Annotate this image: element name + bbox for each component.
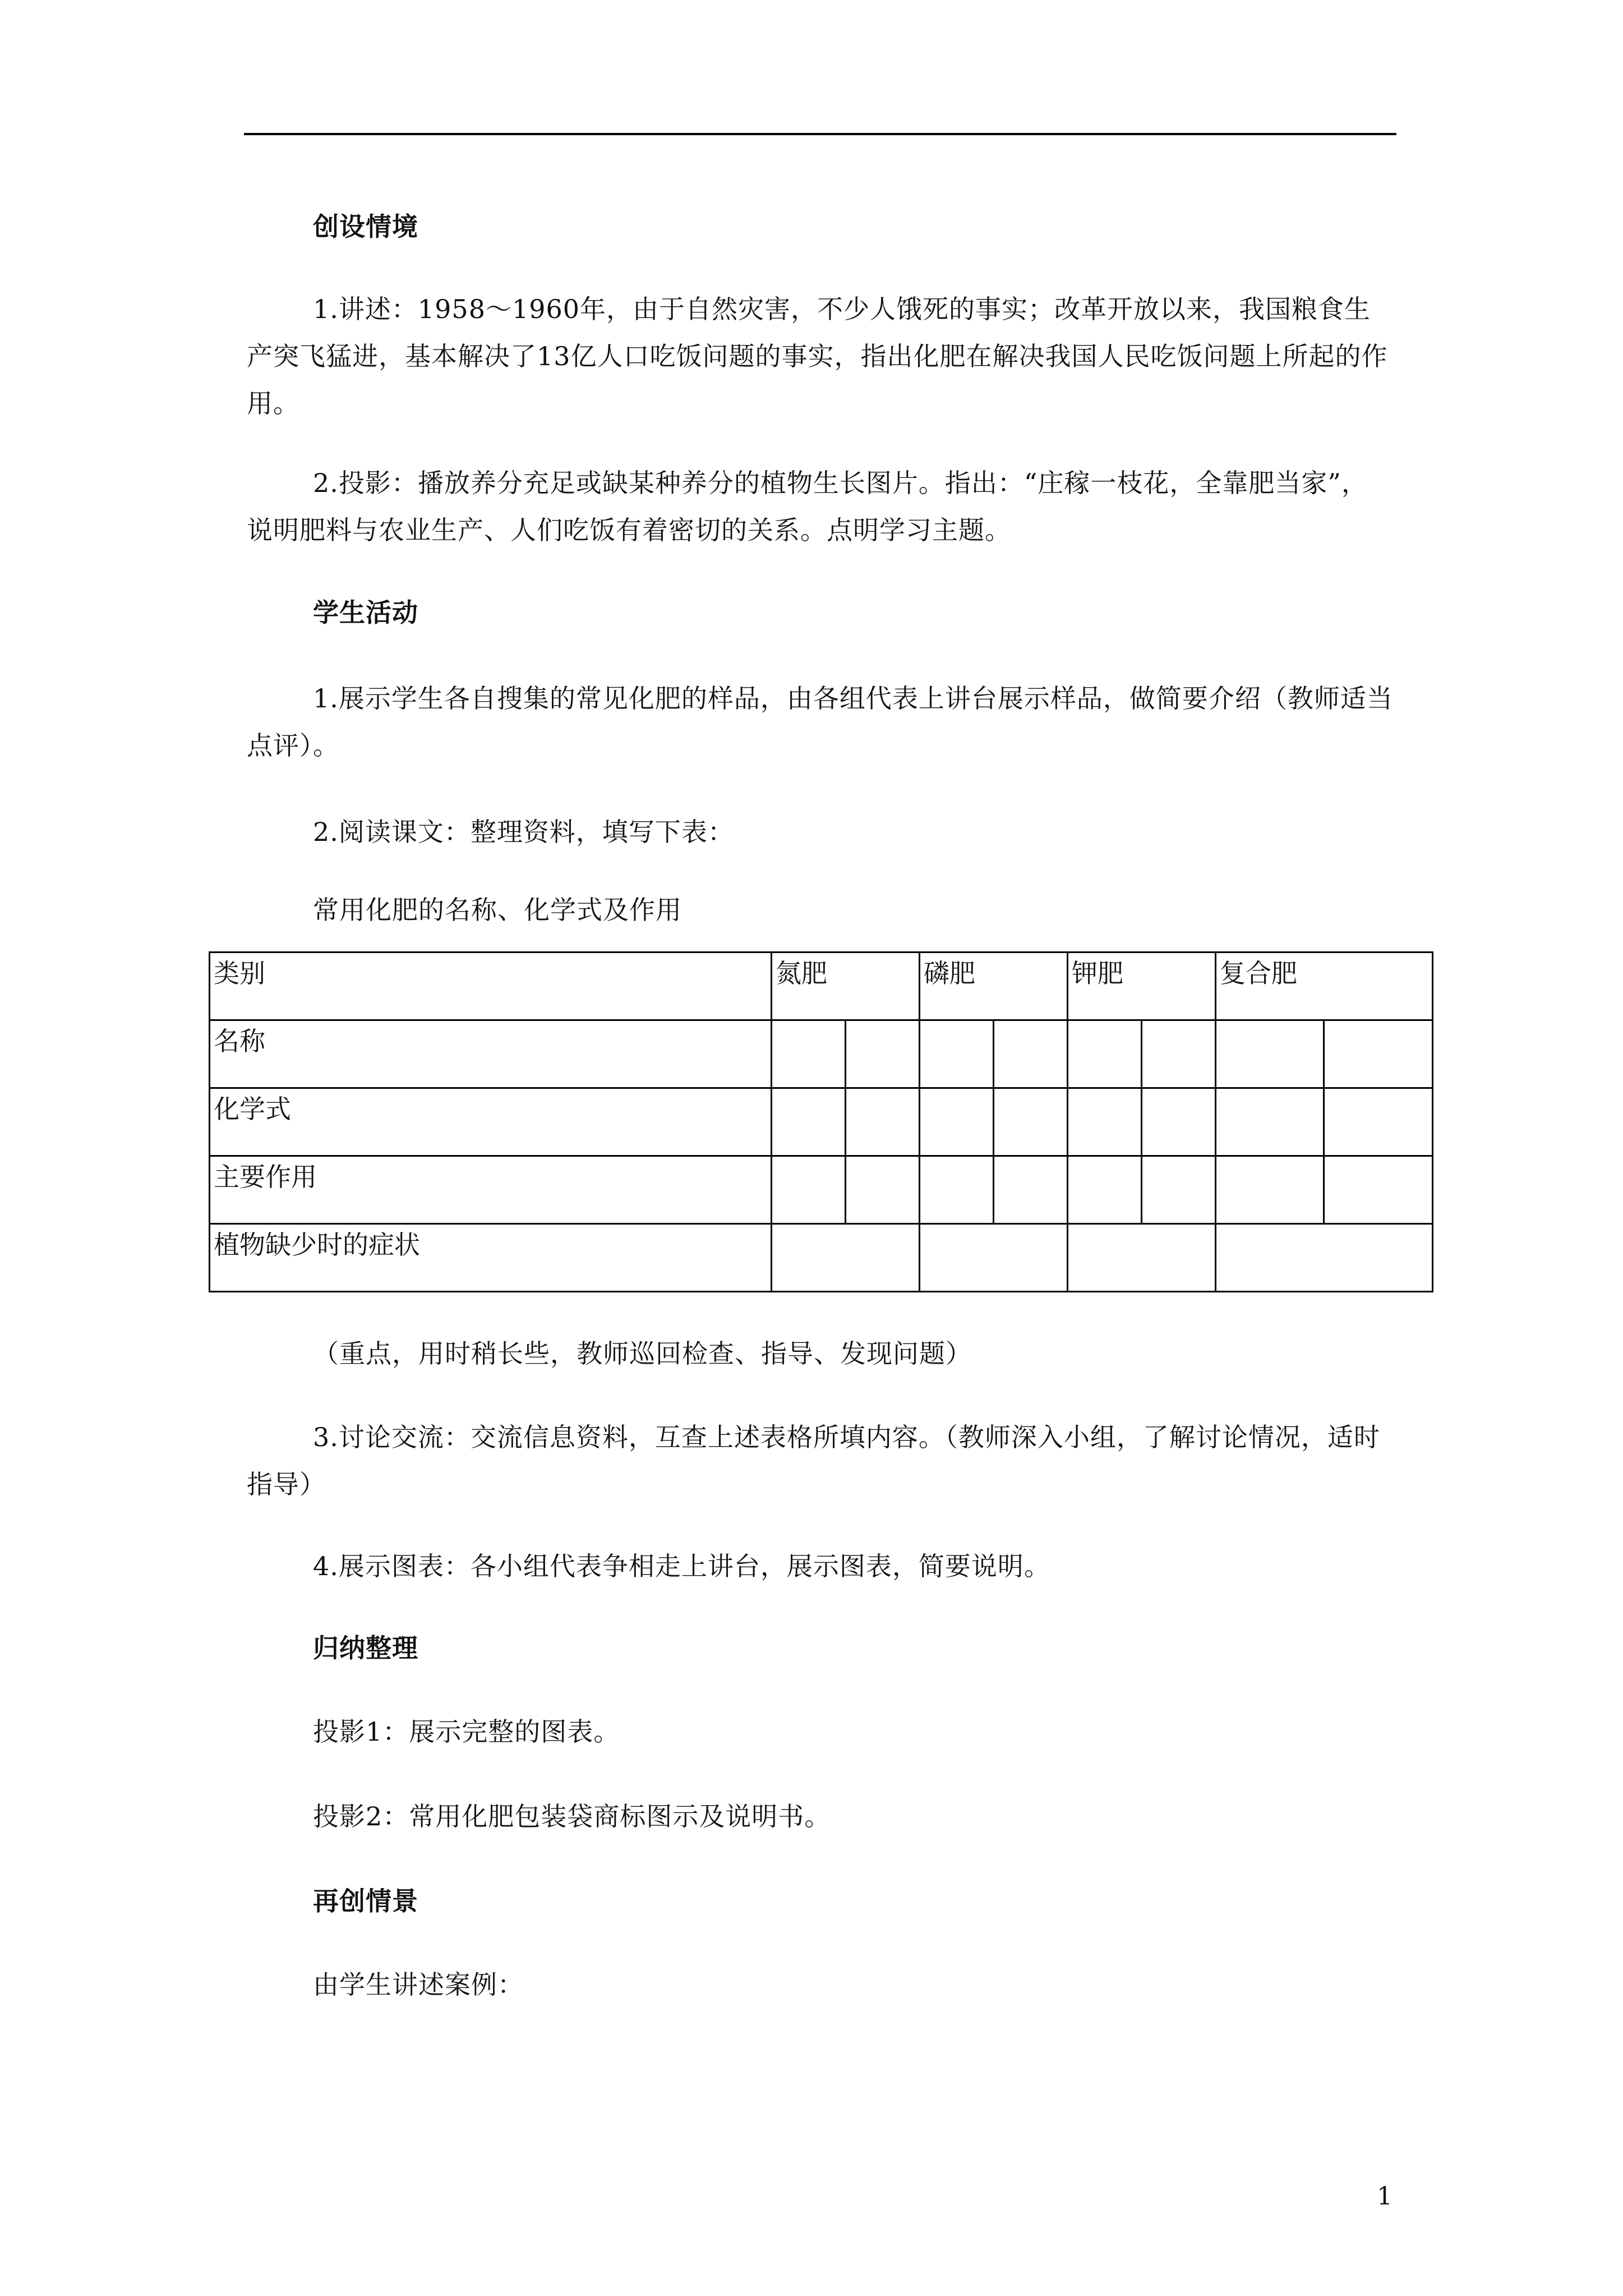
table-header-row [210, 953, 1433, 1020]
paragraph-text: 2.阅读课文：整理资料，填写下表： [313, 817, 734, 847]
paragraph-text: 投影1：展示完整的图表。 [313, 1717, 620, 1747]
header-cell-category: 类别 [210, 953, 772, 1020]
table-caption [247, 886, 1394, 933]
blank-cell[interactable] [994, 1088, 1068, 1156]
blank-cell[interactable] [1324, 1088, 1433, 1156]
paragraph-case [247, 1961, 1394, 2008]
blank-cell[interactable] [920, 1020, 994, 1088]
paragraph-show-charts [247, 1543, 1394, 1590]
blank-cell[interactable] [920, 1156, 994, 1224]
blank-cell[interactable] [1324, 1020, 1433, 1088]
heading-text: 创设情境 [313, 211, 418, 242]
paragraph-projection [247, 459, 1394, 554]
section-heading-summary [247, 1625, 1394, 1672]
blank-cell[interactable] [1216, 1020, 1324, 1088]
header-cell-phosphorus: 磷肥 [920, 953, 1068, 1020]
heading-text: 学生活动 [313, 597, 418, 628]
paragraph-text: 1.讲述：1958～1960年，由于自然灾害，不少人饿死的事实；改革开放以来，我国粮食生产突飞猛进，基本解决了13亿人口吃饭问题的事实，指出化肥在解决我国人民吃饭问题上所起的作用。 [247, 294, 1388, 418]
heading-text: 再创情景 [313, 1886, 418, 1916]
header-cell-nitrogen: 氮肥 [772, 953, 920, 1020]
blank-cell[interactable] [1216, 1088, 1324, 1156]
paragraph-note [247, 1330, 1394, 1377]
paragraph-projection-2 [247, 1793, 1394, 1840]
section-heading-recreate [247, 1878, 1394, 1925]
blank-cell[interactable] [772, 1156, 846, 1224]
paragraph-text: 4.展示图表：各小组代表争相走上讲台，展示图表，简要说明。 [313, 1551, 1050, 1581]
paragraph-text: 1.展示学生各自搜集的常见化肥的样品，由各组代表上讲台展示样品，做简要介绍（教师适当点评）。 [247, 683, 1393, 761]
blank-cell[interactable] [994, 1020, 1068, 1088]
header-cell-compound: 复合肥 [1216, 953, 1433, 1020]
blank-cell[interactable] [1142, 1020, 1216, 1088]
blank-cell[interactable] [1068, 1020, 1142, 1088]
row-label: 名称 [210, 1020, 772, 1088]
blank-cell[interactable] [1068, 1224, 1216, 1292]
paragraph-text: （重点，用时稍长些，教师巡回检查、指导、发现问题） [313, 1338, 972, 1369]
paragraph-show-samples [247, 675, 1394, 769]
section-heading-create-situation [247, 203, 1394, 250]
blank-cell[interactable] [772, 1224, 920, 1292]
table-row-formula [210, 1088, 1433, 1156]
blank-cell[interactable] [1142, 1156, 1216, 1224]
row-label: 植物缺少时的症状 [210, 1224, 772, 1292]
blank-cell[interactable] [846, 1020, 920, 1088]
blank-cell[interactable] [846, 1088, 920, 1156]
header-cell-potassium: 钾肥 [1068, 953, 1216, 1020]
table-row-function [210, 1156, 1433, 1224]
blank-cell[interactable] [1142, 1088, 1216, 1156]
paragraph-text: 由学生讲述案例： [313, 1970, 524, 2000]
blank-cell[interactable] [1068, 1156, 1142, 1224]
blank-cell[interactable] [994, 1156, 1068, 1224]
page-number: 1 [1377, 2182, 1393, 2211]
blank-cell[interactable] [772, 1088, 846, 1156]
blank-cell[interactable] [1216, 1156, 1324, 1224]
fertilizer-table [209, 951, 1433, 1292]
blank-cell[interactable] [920, 1224, 1068, 1292]
paragraph-text: 投影2：常用化肥包装袋商标图示及说明书。 [313, 1801, 831, 1832]
paragraph-text: 2.投影：播放养分充足或缺某种养分的植物生长图片。指出：“庄稼一枝花，全靠肥当家”，说明肥料与农业生产、人们吃饭有着密切的关系。点明学习主题。 [247, 468, 1368, 545]
paragraph-projection-1 [247, 1708, 1394, 1755]
blank-cell[interactable] [846, 1156, 920, 1224]
paragraph-discussion [247, 1414, 1394, 1508]
table-row-name [210, 1020, 1433, 1088]
header-rule [244, 133, 1396, 135]
paragraph-narration [247, 286, 1394, 427]
table-row-deficiency [210, 1224, 1433, 1292]
paragraph-read-text [247, 808, 1394, 855]
row-label: 主要作用 [210, 1156, 772, 1224]
blank-cell[interactable] [772, 1020, 846, 1088]
heading-text: 归纳整理 [313, 1633, 418, 1663]
paragraph-text: 3.讨论交流：交流信息资料，互查上述表格所填内容。（教师深入小组，了解讨论情况，适时指导） [247, 1422, 1380, 1499]
blank-cell[interactable] [1068, 1088, 1142, 1156]
blank-cell[interactable] [1216, 1224, 1433, 1292]
row-label: 化学式 [210, 1088, 772, 1156]
section-heading-student-activity [247, 589, 1394, 636]
blank-cell[interactable] [1324, 1156, 1433, 1224]
blank-cell[interactable] [920, 1088, 994, 1156]
caption-text: 常用化肥的名称、化学式及作用 [313, 895, 682, 925]
